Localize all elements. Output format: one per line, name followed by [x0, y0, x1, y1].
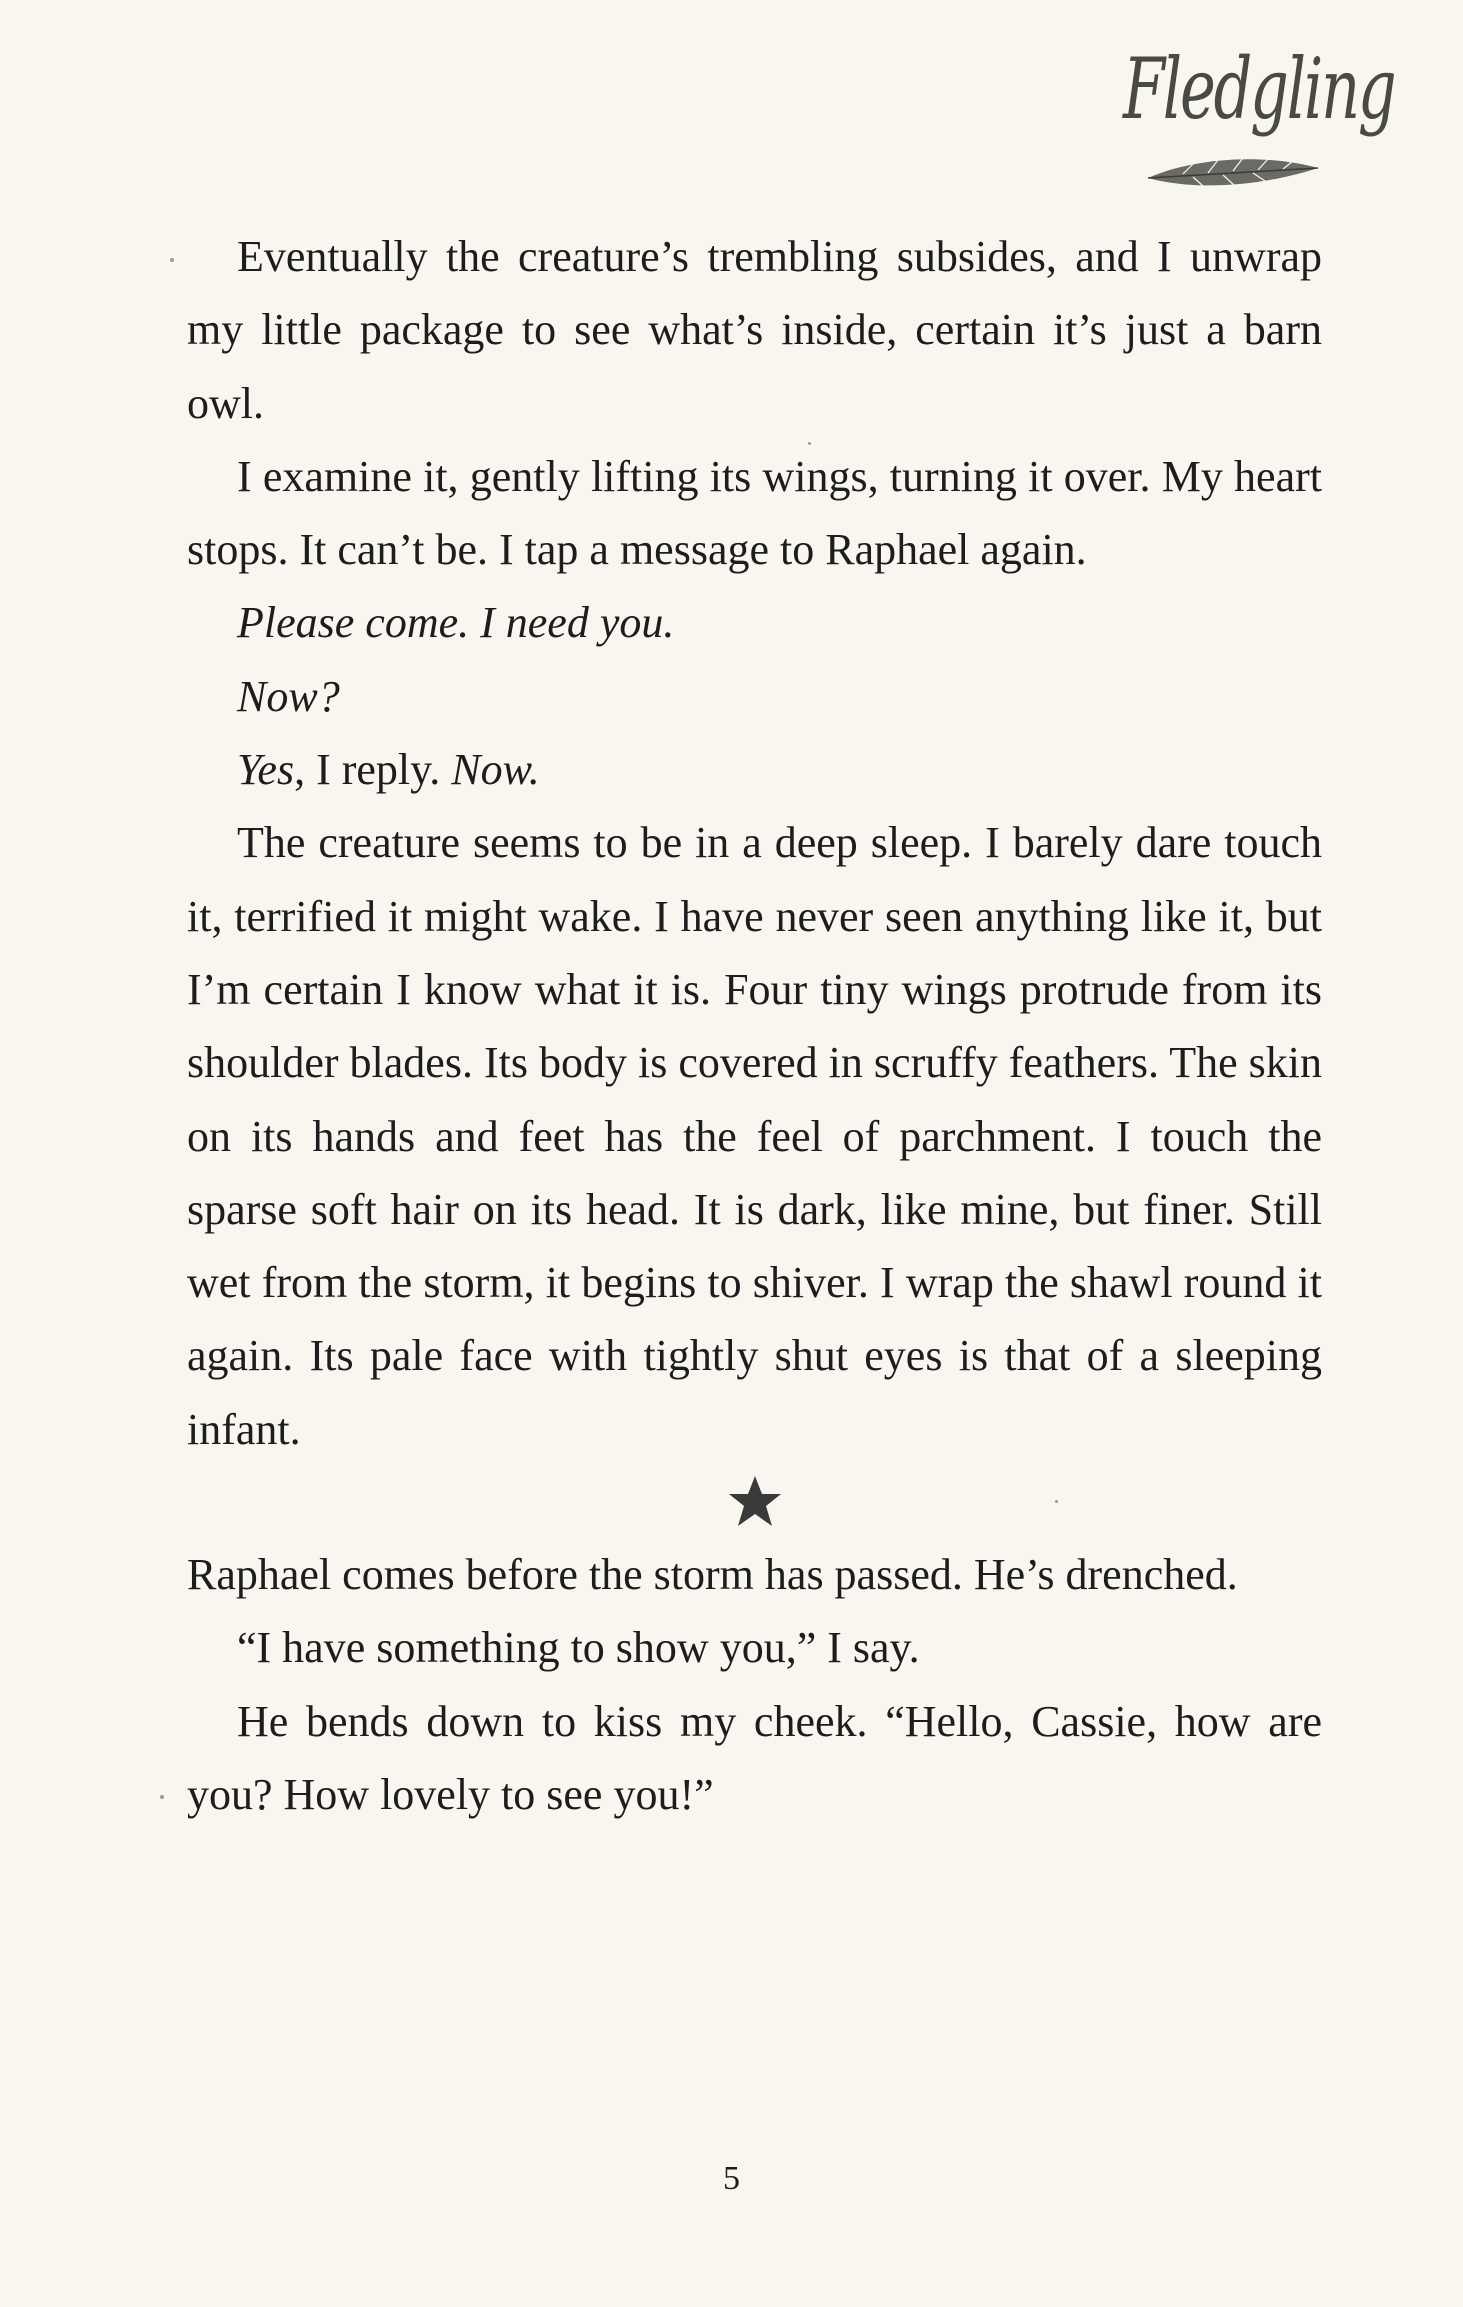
paragraph: The creature seems to be in a deep sleep. I barely dare touch it, terrified it might wake. I have never seen anything like it, but I’m certain I know what it is. Four tiny wings protrude from its shoulder blades. Its body is covered in scruffy feathers. The skin on its hands and feet has the feel of parchment. I touch the sparse soft hair on its head. It is dark, like mine, but finer. Still wet from the storm, it begins to shiver. I wrap the shawl round it again. Its pale face with tightly shut eyes is that of a sleeping infant. [187, 818, 1322, 1454]
page-number: 5 [723, 2160, 740, 2197]
star-icon [725, 1472, 785, 1532]
logo-text: Fledgling [1123, 40, 1395, 138]
scan-speck [808, 442, 811, 445]
paragraph-italic: Please come. I need you. [237, 598, 675, 648]
paragraph-mixed [187, 733, 1322, 806]
paragraph: I examine it, gently lifting its wings, turning it over. My heart stops. It can’t be. I tap a message to Raphael again. [187, 451, 1322, 575]
section-break [187, 1472, 1322, 1538]
scan-speck [160, 1795, 164, 1799]
fledgling-logo [1115, 30, 1395, 200]
paragraph-italic: Now? [237, 671, 340, 721]
paragraph: He bends down to kiss my cheek. “Hello, Cassie, how are you? How lovely to see you!” [187, 1696, 1322, 1819]
italic-word: Yes [237, 745, 295, 795]
feather-icon [1143, 148, 1323, 198]
scan-speck [170, 258, 174, 262]
italic-word: Now. [451, 745, 540, 795]
paragraph: Eventually the creature’s trembling subsides, and I unwrap my little package to see what’s inside, certain it’s just a barn owl. [187, 232, 1322, 428]
scan-speck [1055, 1500, 1058, 1503]
paragraph: “I have something to show you,” I say. [237, 1623, 920, 1673]
paragraph: Raphael comes before the storm has passed. He’s drenched. [187, 1550, 1238, 1600]
roman-text: , I reply. [294, 745, 452, 795]
chapter-body [187, 220, 1322, 1831]
